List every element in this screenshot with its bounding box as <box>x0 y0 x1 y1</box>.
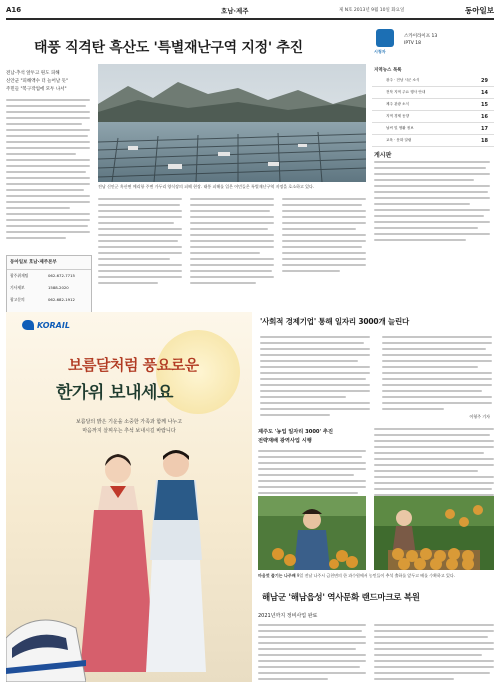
sidebar-channel-1: 스카이라이프 13 <box>404 34 438 39</box>
korail-brand: KORAIL <box>37 320 70 330</box>
haenam-story-headline: 해남군 '해남읍성' 역사문화 랜드마크로 복원 <box>262 593 420 603</box>
toc-item[interactable] <box>372 111 494 123</box>
info-row-value: 062-672-7715 <box>48 273 75 278</box>
info-row-label: 광고문의 <box>10 297 25 302</box>
info-row <box>7 270 91 282</box>
info-row-label: 광주취재팀 <box>10 273 29 278</box>
couple-illustration <box>76 440 216 672</box>
board-title: 게시판 <box>374 152 392 159</box>
toc-item-text: 날씨 및 생활 정보 <box>386 126 414 130</box>
social-story-headline: '사회적 경제기업' 통해 일자리 3000개 늘린다 <box>260 317 410 326</box>
sidebar-brand: 시청자 <box>374 49 386 54</box>
calligraphy-line-1: 보름달처럼 풍요로운 <box>68 356 199 374</box>
haenam-story-subhead: 2021년까지 정비사업 완료 <box>258 613 318 619</box>
toc-item[interactable] <box>372 75 494 87</box>
toc-item[interactable] <box>372 87 494 99</box>
deck-line: 전남·추석 앞두고 원도 피해 <box>6 71 60 76</box>
info-row-value: 062-682-1912 <box>48 297 75 302</box>
section-name: 호남·제주 <box>221 7 249 15</box>
info-row-label: 기사제보 <box>10 285 25 290</box>
top-story-body-left <box>6 99 90 243</box>
korail-logo <box>22 320 70 330</box>
toc-item[interactable] <box>372 135 494 147</box>
top-story-deck <box>6 70 92 94</box>
sidebar-toc-title: 지역뉴스 목록 <box>374 68 402 73</box>
issue-date: 제 N호 2013년 9월 10일 화요일 <box>339 8 405 13</box>
info-row <box>7 294 91 306</box>
deck-line: 신안군 "피해액수 더 늘어날 듯" <box>6 79 69 84</box>
korail-ad <box>6 312 252 682</box>
jeju-story-headline: 제주도 '농업 일자리 3000' 추진 <box>258 429 333 435</box>
jeju-story-subheadline: 전략재배 광역사업 시행 <box>258 438 312 444</box>
page-number: A16 <box>6 6 22 14</box>
toc-item-page: 14 <box>481 89 488 96</box>
sidebar-brand-box <box>372 23 494 63</box>
calligraphy-line-2: 한가위 보내세요 <box>56 383 173 403</box>
newspaper-logo: 동아일보 <box>465 6 494 15</box>
toc-item-text: 광주 · 전남 시군 소식 <box>386 78 420 82</box>
info-row <box>7 282 91 294</box>
toc-item-page: 29 <box>481 77 488 84</box>
fish-farm-caption: 전남 신안군 흑산면 예리항 주변 가두리 양식장의 피해 현장. 태풍 피해를 입은 어민들은 특별재난구역 지정을 호소하고 있다. <box>98 184 315 189</box>
toc-item[interactable] <box>372 99 494 111</box>
right-column-body <box>374 428 494 506</box>
pear-caption <box>258 573 494 578</box>
toc-item-text: 지역 경제 동향 <box>386 114 410 118</box>
pear-caption-title: 마음껏 즐기는 나주배 <box>258 573 296 578</box>
toc-item[interactable] <box>372 123 494 135</box>
toc-item-text: 교육 · 문화 알림 <box>386 138 412 142</box>
sidebar-toc <box>372 75 494 147</box>
deck-line: 주민들 "복구작업에 모두 나서" <box>6 87 67 92</box>
toc-item-text: 제주 관광 소식 <box>386 102 410 106</box>
toc-item-page: 15 <box>481 101 488 108</box>
broadcast-logo-icon <box>376 29 394 47</box>
toc-item-text: 전북 지역 주요 행사 안내 <box>386 90 426 94</box>
ktx-train-illustration <box>6 598 86 682</box>
toc-item-page: 18 <box>481 137 488 144</box>
pear-harvest-photo <box>374 496 494 570</box>
fish-farm-photo <box>98 64 366 182</box>
social-story-author: 이형주 기자 <box>469 414 490 419</box>
sidebar <box>372 23 494 303</box>
farmer-photo <box>258 496 366 570</box>
top-story-headline: 태풍 직격탄 흑산도 '특별재난구역 지정' 추진 <box>34 40 303 56</box>
sidebar-channel-2: IPTV 18 <box>404 41 422 46</box>
pear-caption-text: 9일 전남 나주시 금천면의 한 과수원에서 농민들이 추석 출하를 앞두고 배를 수확하고 있다. <box>296 573 456 578</box>
korail-logo-icon <box>22 320 34 330</box>
board-text <box>374 161 492 245</box>
toc-item-page: 17 <box>481 125 488 132</box>
top-story-body-columns <box>98 198 366 304</box>
toc-item-page: 16 <box>481 113 488 120</box>
ad-message-line-2: 마음까지 살찌우는 추석 보내시길 바랍니다 <box>82 428 176 434</box>
ad-message-line-1: 보름달의 밝은 기운을 소중한 가족과 함께 나누고 <box>75 419 183 425</box>
page-header <box>6 4 494 20</box>
social-story-body <box>260 336 494 420</box>
info-box-title: 동아일보 호남·제주본부 <box>7 256 91 270</box>
info-row-value: 1588-2020 <box>48 285 69 290</box>
